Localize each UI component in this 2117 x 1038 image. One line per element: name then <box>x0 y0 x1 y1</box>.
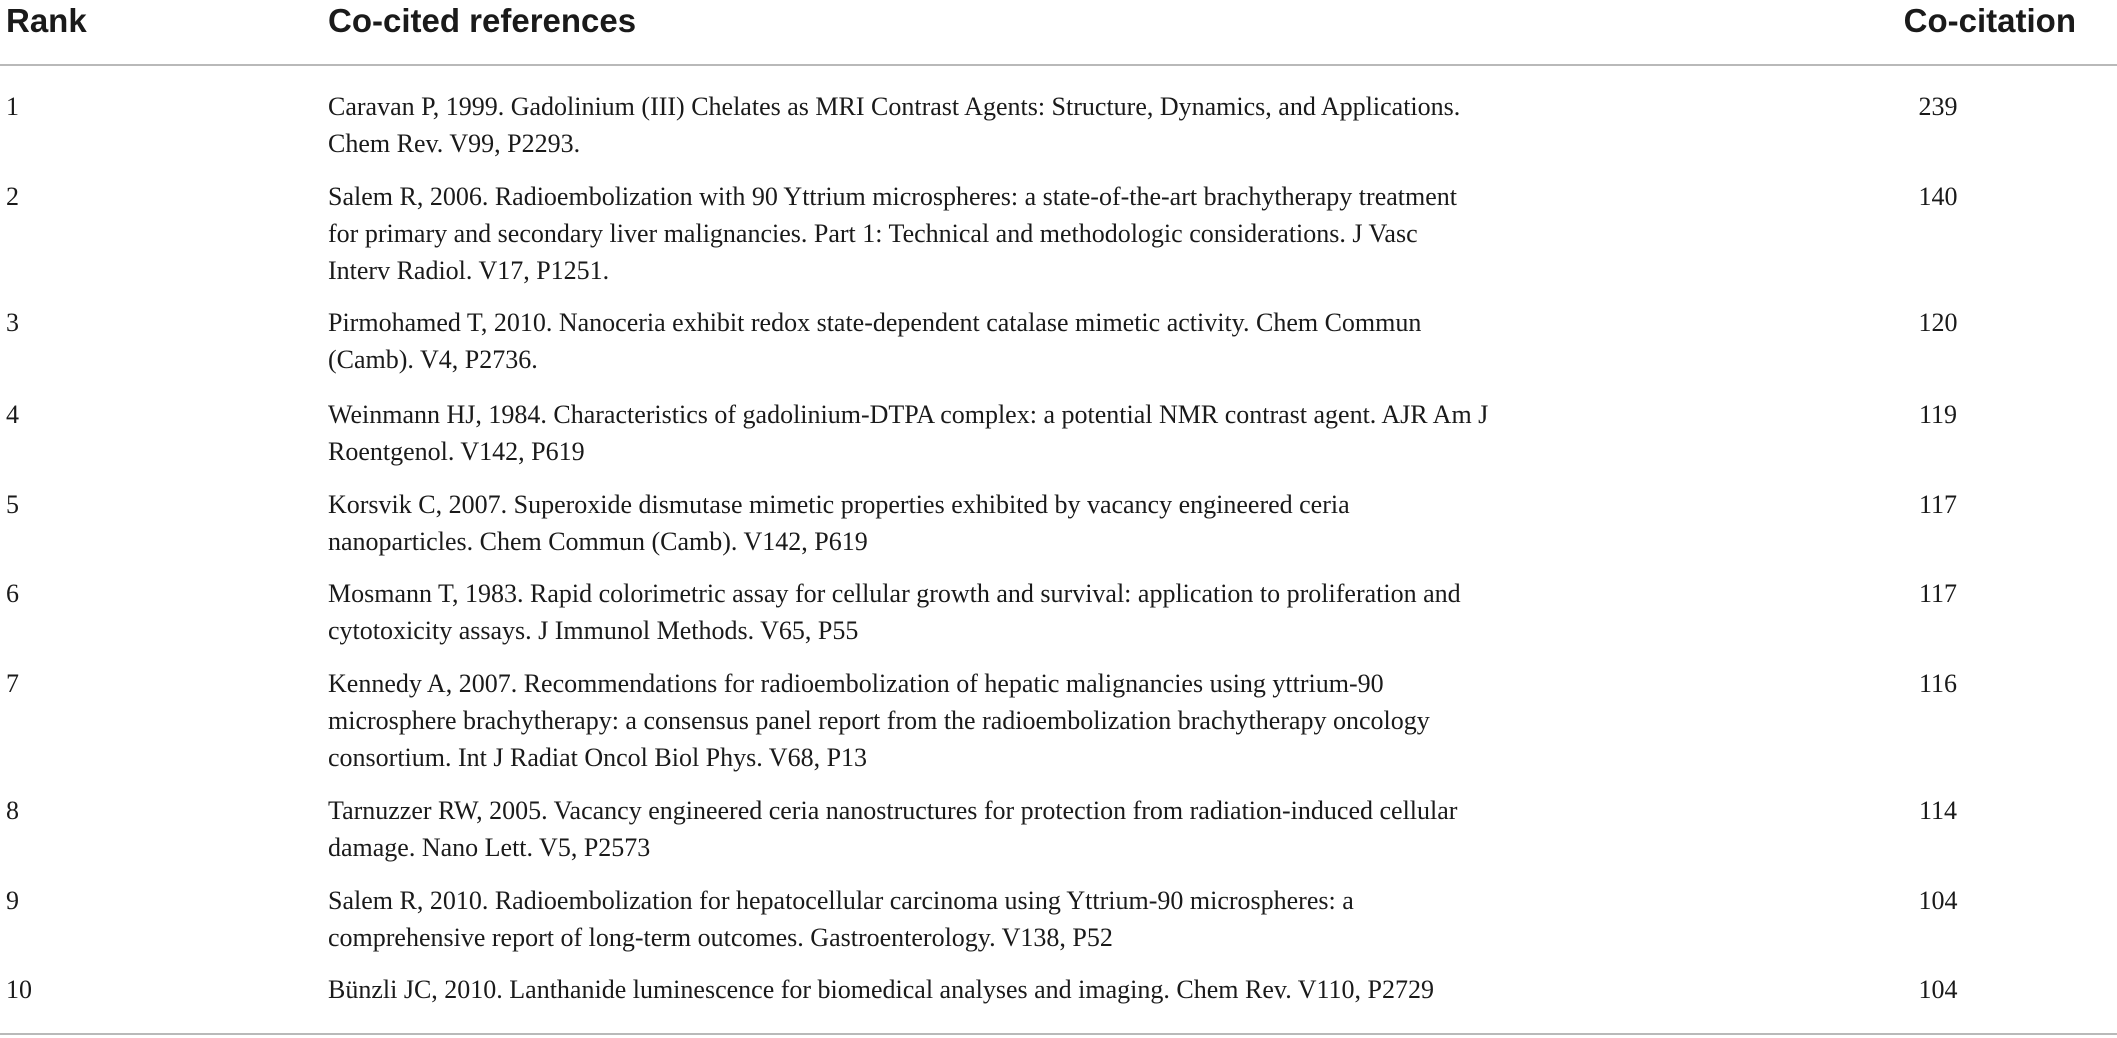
reference-line: Roentgenol. V142, P619 <box>328 437 585 466</box>
reference-line: Bünzli JC, 2010. Lanthanide luminescence for biomedical analyses and imaging. Chem Rev. V110, P2729 <box>328 975 1434 1004</box>
co-citation-cell: 117 <box>1918 579 1958 608</box>
reference-line: Pirmohamed T, 2010. Nanoceria exhibit redox state-dependent catalase mimetic activity. Chem Commun <box>328 308 1422 337</box>
co-citation-cell: 140 <box>1918 182 1958 211</box>
reference-line: cytotoxicity assays. J Immunol Methods. V65, P55 <box>328 616 859 645</box>
header-rank: Rank <box>6 2 87 39</box>
reference-cell <box>328 971 1628 1008</box>
rank-cell: 8 <box>6 796 19 825</box>
reference-line: Tarnuzzer RW, 2005. Vacancy engineered ceria nanostructures for protection from radiation-induced cellular <box>328 796 1458 825</box>
table-bottom-rule <box>0 1033 2117 1035</box>
reference-line: (Camb). V4, P2736. <box>328 345 538 374</box>
co-citation-cell: 104 <box>1918 886 1958 915</box>
reference-line: Mosmann T, 1983. Rapid colorimetric assay for cellular growth and survival: application to proliferation and <box>328 579 1461 608</box>
rank-cell: 7 <box>6 669 19 698</box>
co-citation-cell: 114 <box>1918 796 1958 825</box>
reference-line: Korsvik C, 2007. Superoxide dismutase mimetic properties exhibited by vacancy engineered ceria <box>328 490 1350 519</box>
reference-line: for primary and secondary liver malignancies. Part 1: Technical and methodologic considerations. J Vasc <box>328 219 1418 248</box>
rank-cell: 1 <box>6 92 19 121</box>
reference-line: Caravan P, 1999. Gadolinium (III) Chelates as MRI Contrast Agents: Structure, Dynamics, and Applications. <box>328 92 1461 121</box>
reference-line: consortium. Int J Radiat Oncol Biol Phys. V68, P13 <box>328 743 868 772</box>
co-citation-cell: 119 <box>1918 400 1958 429</box>
reference-line: comprehensive report of long-term outcomes. Gastroenterology. V138, P52 <box>328 923 1113 952</box>
rank-cell: 3 <box>6 308 19 337</box>
co-citation-cell: 116 <box>1918 669 1958 698</box>
reference-cell <box>328 396 1628 470</box>
reference-line: Salem R, 2010. Radioembolization for hepatocellular carcinoma using Yttrium-90 microspheres: a <box>328 886 1354 915</box>
table-header-row <box>0 0 2117 66</box>
rank-cell: 4 <box>6 400 19 429</box>
rank-cell: 5 <box>6 490 19 519</box>
reference-line: Kennedy A, 2007. Recommendations for radioembolization of hepatic malignancies using yttrium-90 <box>328 669 1384 698</box>
header-co-citation: Co-citation <box>1903 2 2076 39</box>
reference-line: microsphere brachytherapy: a consensus panel report from the radioembolization brachytherapy oncology <box>328 706 1430 735</box>
reference-cell <box>328 792 1628 866</box>
reference-cell <box>328 882 1628 956</box>
rank-cell: 9 <box>6 886 19 915</box>
reference-line: Weinmann HJ, 1984. Characteristics of gadolinium-DTPA complex: a potential NMR contrast agent. AJR Am J <box>328 400 1489 429</box>
reference-line: Salem R, 2006. Radioembolization with 90 Yttrium microspheres: a state-of-the-art brachytherapy treatment <box>328 182 1457 211</box>
reference-cell <box>328 575 1628 649</box>
rank-cell: 2 <box>6 182 19 211</box>
co-citation-cell: 104 <box>1918 975 1958 1004</box>
reference-line: Interv Radiol. V17, P1251. <box>328 256 610 285</box>
reference-cell <box>328 304 1628 378</box>
reference-line: Chem Rev. V99, P2293. <box>328 129 581 158</box>
reference-line: nanoparticles. Chem Commun (Camb). V142, P619 <box>328 527 868 556</box>
rank-cell: 6 <box>6 579 19 608</box>
reference-cell <box>328 178 1628 289</box>
co-citation-cell: 117 <box>1918 490 1958 519</box>
header-co-cited-references: Co-cited references <box>328 2 637 39</box>
co-citation-cell: 120 <box>1918 308 1958 337</box>
rank-cell: 10 <box>6 975 32 1004</box>
co-citation-cell: 239 <box>1918 92 1958 121</box>
reference-cell <box>328 88 1628 162</box>
reference-cell <box>328 486 1628 560</box>
reference-line: damage. Nano Lett. V5, P2573 <box>328 833 651 862</box>
reference-cell <box>328 665 1628 776</box>
